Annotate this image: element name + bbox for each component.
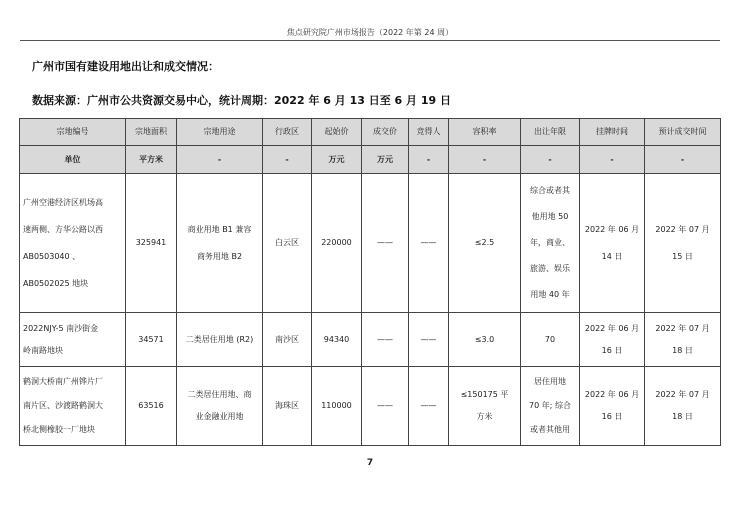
col-header-far: 容积率 bbox=[449, 119, 521, 146]
expected-time-cell bbox=[645, 367, 721, 446]
col-header-plot-code: 宗地编号 bbox=[20, 119, 126, 146]
start-price-cell: 94340 bbox=[312, 313, 362, 367]
cell-line: 商业用地 B1 兼容 bbox=[187, 225, 252, 234]
area-cell: 63516 bbox=[126, 367, 177, 446]
table-row bbox=[20, 174, 721, 313]
cell-line: 岭南路地块 bbox=[23, 345, 63, 355]
col-header-land-use: 宗地用途 bbox=[177, 119, 263, 146]
unit-cell: - bbox=[580, 146, 645, 174]
table-row bbox=[20, 367, 721, 446]
district-cell: 海珠区 bbox=[263, 367, 312, 446]
cell-line: AB0503040 、 bbox=[23, 252, 81, 261]
section-title: 广州市国有建设用地出让和成交情况： bbox=[32, 60, 219, 73]
cell-line: 速两侧、方华公路以西 bbox=[23, 225, 103, 234]
term-cell: 70 bbox=[521, 313, 580, 367]
cell-line: 15 日 bbox=[672, 252, 693, 261]
cell-line: 14 日 bbox=[601, 252, 623, 261]
unit-cell: - bbox=[645, 146, 721, 174]
cell-line: 综合或者其 bbox=[530, 186, 570, 195]
plot-code-cell bbox=[20, 313, 126, 367]
table-row bbox=[20, 313, 721, 367]
unit-cell: 单位 bbox=[20, 146, 126, 174]
cell-line: 用地 40 年 bbox=[530, 290, 570, 299]
cell-line: 2022NJY-5 南沙街金 bbox=[23, 323, 99, 333]
term-cell bbox=[521, 174, 580, 313]
listing-time-cell bbox=[580, 367, 645, 446]
term-cell bbox=[521, 367, 580, 446]
deal-price-cell: —— bbox=[362, 174, 409, 313]
far-cell: ≤2.5 bbox=[449, 174, 521, 313]
far-cell bbox=[449, 367, 521, 446]
cell-line: 商务用地 B2 bbox=[196, 252, 243, 261]
header-row bbox=[20, 119, 721, 146]
col-header-listing-time: 挂牌时间 bbox=[580, 119, 645, 146]
cell-line: 2022 年 06 月 bbox=[584, 225, 640, 234]
page-number: 7 bbox=[366, 458, 374, 468]
cell-line: 他用地 50 bbox=[531, 212, 569, 221]
col-header-district: 行政区 bbox=[263, 119, 312, 146]
units-row bbox=[20, 146, 721, 174]
header-divider bbox=[20, 40, 720, 41]
deal-price-cell: —— bbox=[362, 313, 409, 367]
unit-cell: 万元 bbox=[362, 146, 409, 174]
district-cell: 白云区 bbox=[263, 174, 312, 313]
winner-cell: —— bbox=[409, 367, 449, 446]
cell-line: 年，商业、 bbox=[530, 238, 570, 247]
land-use-cell bbox=[177, 367, 263, 446]
unit-cell: - bbox=[409, 146, 449, 174]
land-transaction-table bbox=[19, 118, 721, 446]
cell-line: 70 年; 综合 bbox=[529, 401, 571, 410]
start-price-cell: 220000 bbox=[312, 174, 362, 313]
cell-line: 南片区、沙渡路鹤洞大 bbox=[23, 401, 103, 410]
cell-line: 2022 年 06 月 bbox=[584, 390, 640, 399]
start-price-cell: 110000 bbox=[312, 367, 362, 446]
deal-price-cell: —— bbox=[362, 367, 409, 446]
listing-time-cell bbox=[580, 174, 645, 313]
cell-line: AB0502025 地块 bbox=[23, 279, 89, 288]
district-cell: 南沙区 bbox=[263, 313, 312, 367]
cell-line: ≤150175 平 bbox=[460, 390, 509, 399]
area-cell: 325941 bbox=[126, 174, 177, 313]
cell-line: 桥北侧橡胶一厂地块 bbox=[23, 425, 95, 434]
cell-line: 方米 bbox=[476, 412, 493, 421]
col-header-start-price: 起始价 bbox=[312, 119, 362, 146]
area-cell: 34571 bbox=[126, 313, 177, 367]
cell-line: 16 日 bbox=[601, 345, 623, 355]
unit-cell: 平方米 bbox=[126, 146, 177, 174]
cell-line: 旅游、娱乐 bbox=[530, 264, 570, 273]
cell-line: 18 日 bbox=[672, 412, 693, 421]
cell-line: 业金融业用地 bbox=[195, 412, 244, 421]
unit-cell: - bbox=[263, 146, 312, 174]
expected-time-cell bbox=[645, 313, 721, 367]
unit-cell: 万元 bbox=[312, 146, 362, 174]
col-header-deal-price: 成交价 bbox=[362, 119, 409, 146]
cell-line: 居住用地 bbox=[534, 377, 566, 386]
land-use-cell bbox=[177, 174, 263, 313]
far-cell: ≤3.0 bbox=[449, 313, 521, 367]
col-header-area: 宗地面积 bbox=[126, 119, 177, 146]
cell-line: 18 日 bbox=[672, 345, 693, 355]
unit-cell: - bbox=[521, 146, 580, 174]
cell-line: 鹤洞大桥南广州铧片厂 bbox=[23, 377, 103, 386]
col-header-expected-time: 预计成交时间 bbox=[645, 119, 721, 146]
unit-cell: - bbox=[449, 146, 521, 174]
cell-line: 2022 年 07 月 bbox=[655, 323, 710, 333]
plot-code-cell bbox=[20, 174, 126, 313]
cell-line: 2022 年 07 月 bbox=[655, 390, 710, 399]
unit-cell: - bbox=[177, 146, 263, 174]
col-header-term: 出让年限 bbox=[521, 119, 580, 146]
winner-cell: —— bbox=[409, 174, 449, 313]
winner-cell: —— bbox=[409, 313, 449, 367]
cell-line: 或者其他用 bbox=[530, 425, 570, 434]
col-header-winner: 竞得人 bbox=[409, 119, 449, 146]
listing-time-cell bbox=[580, 313, 645, 367]
page-header: 焦点研究院广州市场报告（2022 年第 24 周） bbox=[286, 28, 454, 37]
land-use-cell: 二类居住用地 (R2) bbox=[177, 313, 263, 367]
cell-line: 2022 年 06 月 bbox=[584, 323, 640, 333]
cell-line: 二类居住用地、商 bbox=[187, 390, 252, 399]
expected-time-cell bbox=[645, 174, 721, 313]
plot-code-cell bbox=[20, 367, 126, 446]
cell-line: 2022 年 07 月 bbox=[655, 225, 710, 234]
cell-line: 广州空港经济区机场高 bbox=[23, 198, 103, 207]
cell-line: 16 日 bbox=[601, 412, 623, 421]
data-source-line: 数据来源：广州市公共资源交易中心，统计周期：2022 年 6 月 13 日至 6 月 19 日 bbox=[32, 94, 452, 107]
